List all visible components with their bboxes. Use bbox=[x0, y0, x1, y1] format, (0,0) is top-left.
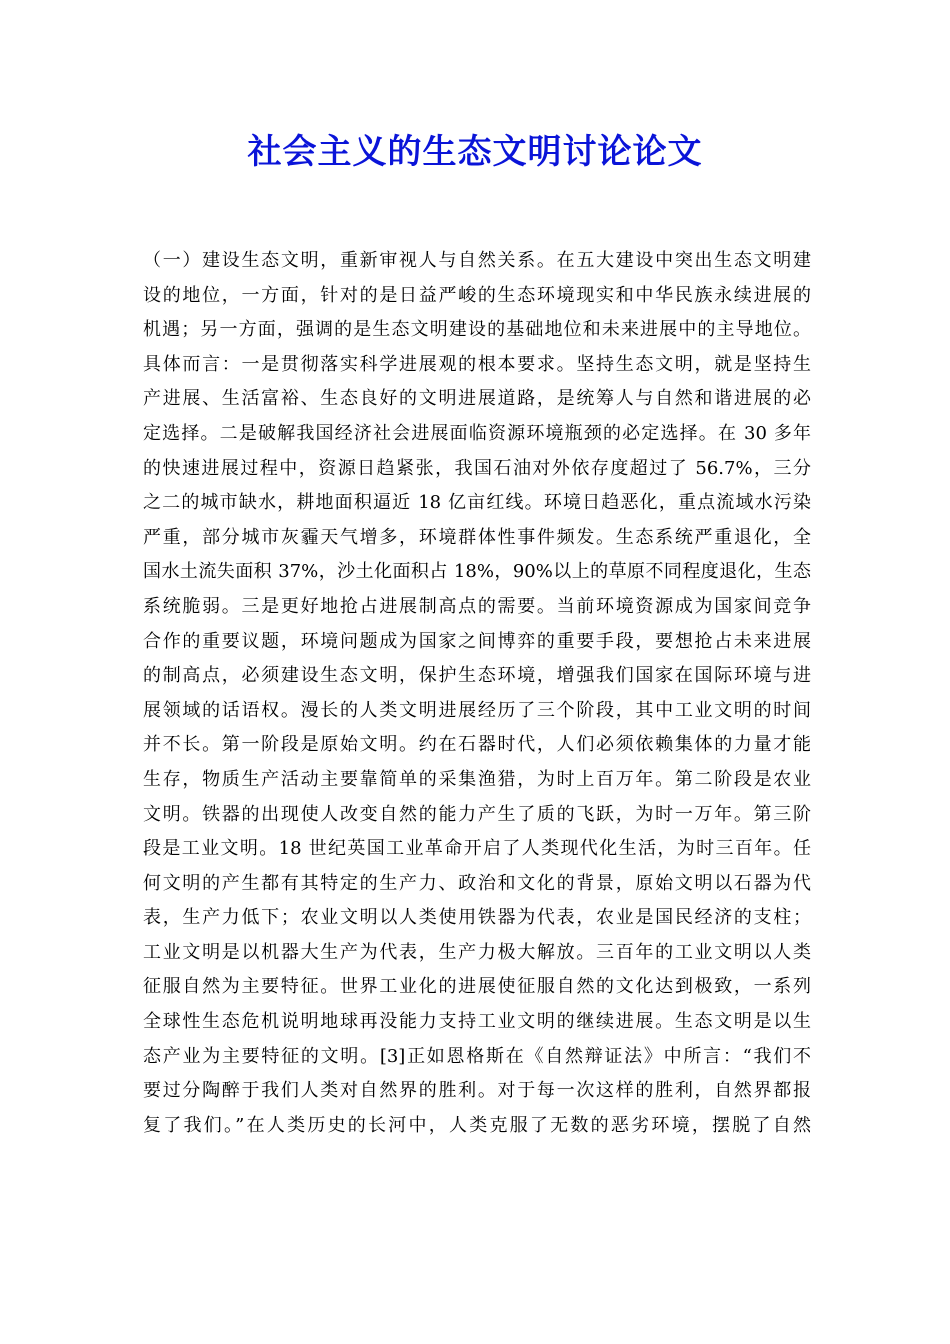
body-text-line: 设的地位，一方面，针对的是日益严峻的生态环境现实和中华民族永续进展的 bbox=[143, 284, 811, 306]
body-text-line: 段是工业文明。18 世纪英国工业革命开启了人类现代化生活，为时三百年。任 bbox=[143, 838, 811, 860]
body-text-line: 国水土流失面积 37%，沙土化面积占 18%，90%以上的草原不同程度退化，生态 bbox=[143, 561, 811, 583]
body-text-line: 征服自然为主要特征。世界工业化的进展使征服自然的文化达到极致，一系列 bbox=[143, 976, 811, 998]
body-text-line: 复了我们。”在人类历史的长河中，人类克服了无数的恶劣环境，摆脱了自然 bbox=[143, 1114, 811, 1136]
body-text-line: 何文明的产生都有其特定的生产力、政治和文化的背景，原始文明以石器为代 bbox=[143, 872, 811, 894]
body-text-line: 机遇；另一方面，强调的是生态文明建设的基础地位和未来进展中的主导地位。 bbox=[143, 319, 811, 341]
body-text-line: 的制高点，必须建设生态文明，保护生态环境，增强我们国家在国际环境与进 bbox=[143, 665, 811, 687]
body-text-line: 要过分陶醉于我们人类对自然界的胜利。对于每一次这样的胜利，自然界都报 bbox=[143, 1080, 811, 1102]
document-body bbox=[143, 244, 811, 1143]
body-text-line: 文明。铁器的出现使人改变自然的能力产生了质的飞跃，为时一万年。第三阶 bbox=[143, 803, 811, 825]
body-text-line: 展领域的话语权。漫长的人类文明进展经历了三个阶段，其中工业文明的时间 bbox=[143, 699, 811, 721]
body-text-line: 合作的重要议题，环境问题成为国家之间博弈的重要手段，要想抢占未来进展 bbox=[143, 630, 811, 652]
body-text-line: 定选择。二是破解我国经济社会进展面临资源环境瓶颈的必定选择。在 30 多年 bbox=[143, 422, 811, 444]
body-text-line: 态产业为主要特征的文明。[3]正如恩格斯在《自然辩证法》中所言：“我们不 bbox=[143, 1045, 811, 1067]
body-text-line: 具体而言：一是贯彻落实科学进展观的根本要求。坚持生态文明，就是坚持生 bbox=[143, 353, 811, 375]
body-text-line: 系统脆弱。三是更好地抢占进展制高点的需要。当前环境资源成为国家间竞争 bbox=[143, 595, 811, 617]
body-text-line: 产进展、生活富裕、生态良好的文明进展道路，是统筹人与自然和谐进展的必 bbox=[143, 388, 811, 410]
body-text-line: 严重，部分城市灰霾天气增多，环境群体性事件频发。生态系统严重退化，全 bbox=[143, 526, 811, 548]
body-text-line: 生存，物质生产活动主要靠简单的采集渔猎，为时上百万年。第二阶段是农业 bbox=[143, 768, 811, 790]
body-text-line: 表，生产力低下；农业文明以人类使用铁器为代表，农业是国民经济的支柱； bbox=[143, 907, 811, 929]
body-text-line: 的快速进展过程中，资源日趋紧张，我国石油对外依存度超过了 56.7%，三分 bbox=[143, 457, 811, 479]
body-text-line: （一）建设生态文明，重新审视人与自然关系。在五大建设中突出生态文明建 bbox=[143, 250, 811, 271]
body-text-line: 工业文明是以机器大生产为代表，生产力极大解放。三百年的工业文明以人类 bbox=[143, 941, 811, 963]
body-text-line: 全球性生态危机说明地球再没能力支持工业文明的继续进展。生态文明是以生 bbox=[143, 1011, 811, 1033]
document-title: 社会主义的生态文明讨论论文 bbox=[247, 132, 703, 172]
body-text-line: 并不长。第一阶段是原始文明。约在石器时代，人们必须依赖集体的力量才能 bbox=[143, 734, 811, 756]
body-text-line: 之二的城市缺水，耕地面积逼近 18 亿亩红线。环境日趋恶化，重点流域水污染 bbox=[143, 492, 811, 514]
